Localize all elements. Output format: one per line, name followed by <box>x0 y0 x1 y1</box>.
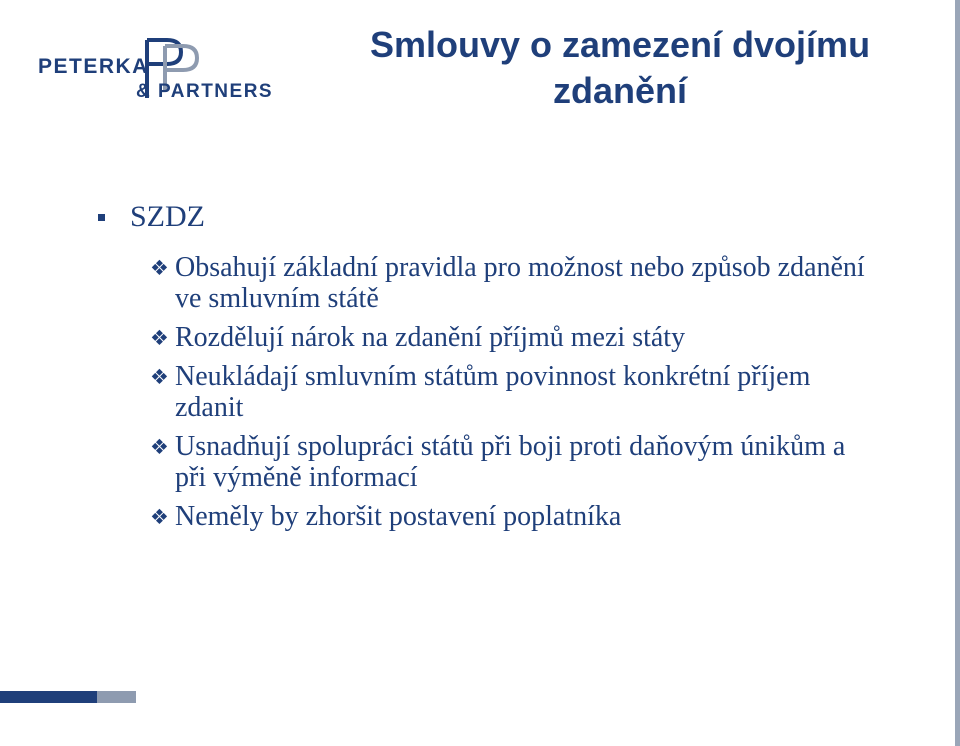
slide-title: Smlouvy o zamezení dvojímu zdanění <box>369 24 871 111</box>
company-logo <box>38 38 278 106</box>
diamond-bullet-icon: ❖ <box>150 505 169 529</box>
sub-bullet-text: Neměly by zhoršit postavení poplatníka <box>175 501 622 532</box>
diamond-bullet-icon: ❖ <box>150 326 169 350</box>
sub-bullet-item <box>150 361 870 423</box>
sub-bullet-item <box>150 501 870 532</box>
footer-accent-bar-light <box>97 691 136 703</box>
footer-accent-bar-dark <box>0 691 97 703</box>
sub-bullet-item <box>150 431 870 493</box>
logo-text-peterka: PETERKA <box>38 55 149 78</box>
right-edge-rule <box>955 0 960 746</box>
sub-bullet-item <box>150 252 870 314</box>
sub-bullet-list <box>150 252 870 540</box>
sub-bullet-text: Obsahují základní pravidla pro možnost nebo způsob zdanění ve smluvním státě <box>175 252 865 314</box>
diamond-bullet-icon: ❖ <box>150 435 169 459</box>
sub-bullet-text: Usnadňují spolupráci států při boji proti daňovým únikům a při výměně informací <box>175 431 846 493</box>
square-bullet-icon <box>98 214 105 221</box>
sub-bullet-text: Rozdělují nárok na zdanění příjmů mezi státy <box>175 322 686 353</box>
logo-text-partners: & PARTNERS <box>136 81 274 102</box>
diamond-bullet-icon: ❖ <box>150 256 169 280</box>
main-bullet-label: SZDZ <box>130 200 205 233</box>
sub-bullet-text: Neukládají smluvním státům povinnost konkrétní příjem zdanit <box>175 361 811 423</box>
diamond-bullet-icon: ❖ <box>150 365 169 389</box>
sub-bullet-item <box>150 322 870 353</box>
